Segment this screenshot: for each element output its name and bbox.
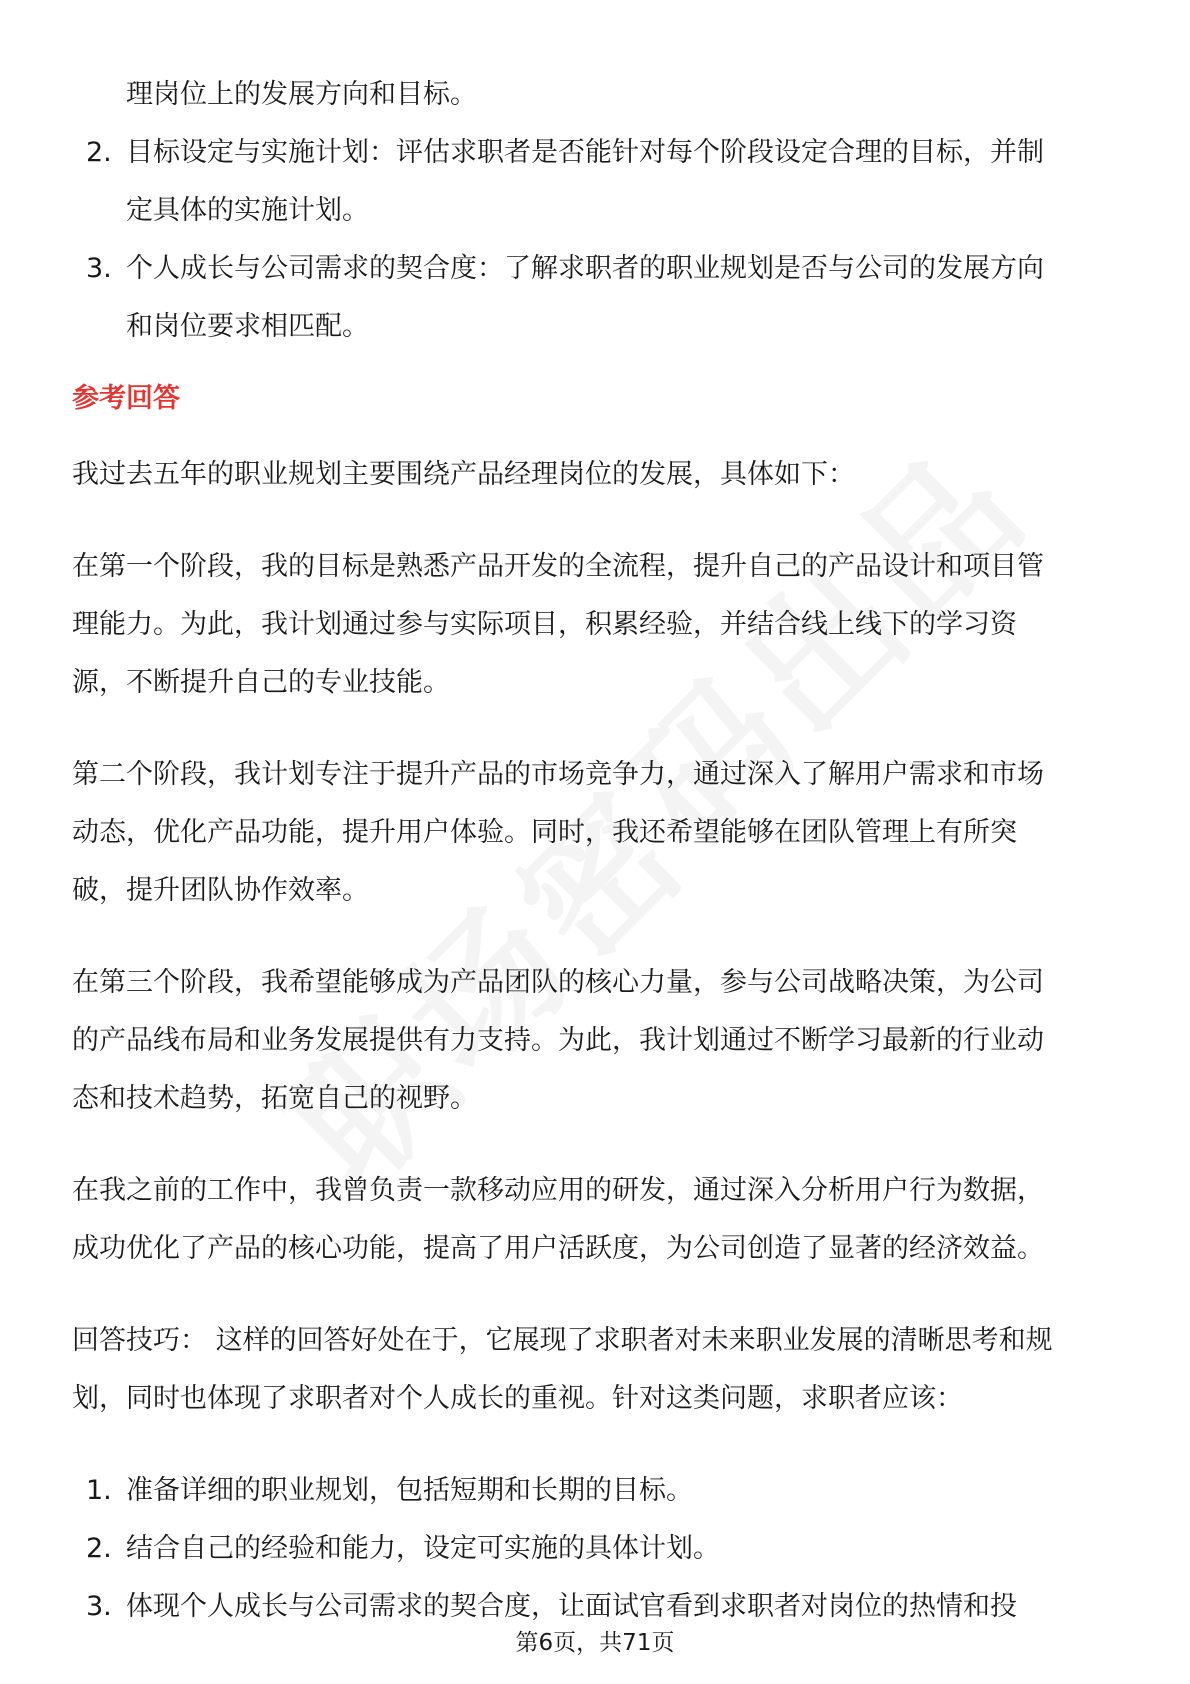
- list-item-continuation: 理岗位上的发展方向和目标。: [126, 79, 477, 110]
- list-number: 2.: [86, 1533, 112, 1564]
- list-item-line: 定具体的实施计划。: [126, 195, 369, 226]
- list-number: 2.: [86, 137, 112, 168]
- paragraph-line: 态和技术趋势，拓宽自己的视野。: [72, 1083, 477, 1114]
- list-number: 1.: [86, 1475, 112, 1506]
- section-title: 参考回答: [72, 383, 180, 414]
- paragraph-line: 划，同时也体现了求职者对个人成长的重视。针对这类问题，求职者应该：: [72, 1383, 963, 1414]
- paragraph-line: 我过去五年的职业规划主要围绕产品经理岗位的发展，具体如下：: [72, 459, 855, 490]
- criteria-list: [72, 124, 1122, 356]
- tips-list: [72, 1462, 1122, 1636]
- paragraph-line: 源，不断提升自己的专业技能。: [72, 667, 450, 698]
- paragraph: [72, 538, 1122, 712]
- paragraph-line: 在第三个阶段，我希望能够成为产品团队的核心力量，参与公司战略决策，为公司: [72, 967, 1044, 998]
- list-item-line: 体现个人成长与公司需求的契合度，让面试官看到求职者对岗位的热情和投: [126, 1591, 1017, 1622]
- paragraph-line: 的产品线布局和业务发展提供有力支持。为此，我计划通过不断学习最新的行业动: [72, 1025, 1044, 1056]
- list-number: 3.: [86, 253, 112, 284]
- list-item: [72, 1520, 1122, 1578]
- paragraph: [72, 954, 1122, 1128]
- paragraph-line: 成功优化了产品的核心功能，提高了用户活跃度，为公司创造了显著的经济效益。: [72, 1233, 1044, 1264]
- list-item: [72, 124, 1122, 240]
- paragraph-line: 理能力。为此，我计划通过参与实际项目，积累经验，并结合线上线下的学习资: [72, 609, 1017, 640]
- paragraph: [72, 746, 1122, 920]
- list-item-line: 结合自己的经验和能力，设定可实施的具体计划。: [126, 1533, 720, 1564]
- list-item-line: 个人成长与公司需求的契合度：了解求职者的职业规划是否与公司的发展方向: [126, 253, 1044, 284]
- list-item-line: 和岗位要求相匹配。: [126, 311, 369, 342]
- list-item: [72, 1462, 1122, 1520]
- list-item: [72, 240, 1122, 356]
- paragraph: [72, 446, 1122, 504]
- paragraph: [72, 1162, 1122, 1278]
- list-item-line: 目标设定与实施计划：评估求职者是否能针对每个阶段设定合理的目标，并制: [126, 137, 1044, 168]
- paragraph-line: 动态，优化产品功能，提升用户体验。同时，我还希望能够在团队管理上有所突: [72, 817, 1017, 848]
- list-number: 3.: [86, 1591, 112, 1622]
- paragraph-line: 第二个阶段，我计划专注于提升产品的市场竞争力，通过深入了解用户需求和市场: [72, 759, 1044, 790]
- paragraph-line: 破，提升团队协作效率。: [72, 875, 369, 906]
- page-footer: 第6页，共71页: [515, 1630, 675, 1656]
- list-item-line: 准备详细的职业规划，包括短期和长期的目标。: [126, 1475, 693, 1506]
- paragraph-line: 在我之前的工作中，我曾负责一款移动应用的研发，通过深入分析用户行为数据，: [72, 1175, 1044, 1206]
- page-content: [72, 66, 1122, 1636]
- paragraph-line: 在第一个阶段，我的目标是熟悉产品开发的全流程，提升自己的产品设计和项目管: [72, 551, 1044, 582]
- paragraph: [72, 1312, 1122, 1428]
- paragraph-line: 回答技巧： 这样的回答好处在于，它展现了求职者对未来职业发展的清晰思考和规: [72, 1325, 1053, 1356]
